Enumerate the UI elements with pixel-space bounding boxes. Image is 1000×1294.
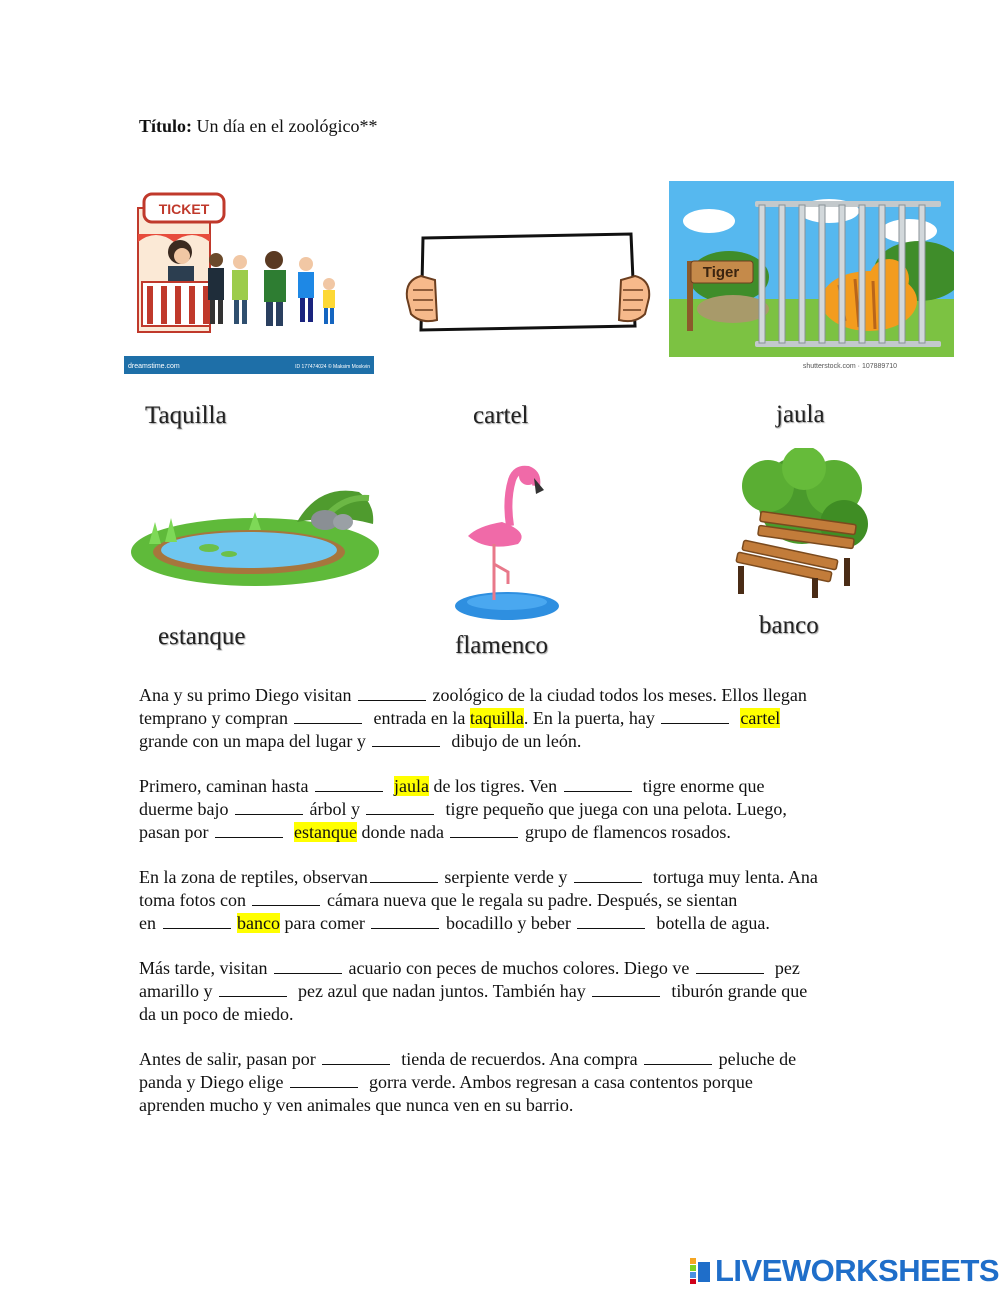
text-segment: Ana y su primo Diego visitan xyxy=(139,685,356,705)
answer-blank[interactable] xyxy=(450,822,518,838)
text-segment: pasan por xyxy=(139,822,213,842)
highlighted-word: taquilla xyxy=(469,708,524,728)
text-segment: grupo de flamencos rosados. xyxy=(520,822,731,842)
answer-blank[interactable] xyxy=(644,1049,712,1065)
answer-blank[interactable] xyxy=(564,776,632,792)
ticket-sign-text: TICKET xyxy=(158,201,210,217)
liveworksheets-brand xyxy=(690,1253,999,1289)
paragraph-line xyxy=(139,707,869,730)
answer-blank[interactable] xyxy=(215,822,283,838)
answer-blank[interactable] xyxy=(577,913,645,929)
highlighted-word: jaula xyxy=(393,776,429,796)
text-segment: En la zona de reptiles, observan xyxy=(139,867,368,887)
paragraph-line xyxy=(139,1003,869,1026)
sign-image xyxy=(403,228,653,343)
paragraph-line xyxy=(139,980,869,1003)
text-segment: da un poco de miedo. xyxy=(139,1004,294,1024)
answer-blank[interactable] xyxy=(252,890,320,906)
text-segment: Primero, caminan hasta xyxy=(139,776,313,796)
text-segment: tigre enorme que xyxy=(633,776,765,796)
answer-blank[interactable] xyxy=(358,685,426,701)
answer-blank[interactable] xyxy=(315,776,383,792)
pond-image xyxy=(129,484,381,588)
liveworksheets-wordmark: LIVEWORKSHEETS xyxy=(715,1253,1000,1288)
text-segment: entrada en la xyxy=(364,708,470,728)
flamingo-image xyxy=(450,460,565,625)
paragraph-line xyxy=(139,1071,869,1094)
worksheet-title xyxy=(139,116,377,137)
tiger-sign-text: Tiger xyxy=(702,264,740,281)
paragraph-line xyxy=(139,730,869,753)
text-segment: en xyxy=(139,913,161,933)
text-segment: panda y Diego elige xyxy=(139,1072,288,1092)
answer-blank[interactable] xyxy=(163,913,231,929)
liveworksheets-logo-icon xyxy=(690,1258,712,1284)
text-segment: temprano y compran xyxy=(139,708,293,728)
text-segment: serpiente verde y xyxy=(439,867,572,887)
paragraph xyxy=(139,684,869,753)
title-label: Título: xyxy=(139,116,193,136)
answer-blank[interactable] xyxy=(294,708,362,724)
paragraph-line xyxy=(139,798,869,821)
answer-blank[interactable] xyxy=(371,913,439,929)
caption-taquilla: Taquilla xyxy=(145,402,227,429)
text-segment: Antes de salir, pasan por xyxy=(139,1049,321,1069)
paragraph-line xyxy=(139,821,869,844)
caption-banco: banco xyxy=(759,612,819,639)
text-segment xyxy=(731,708,740,728)
paragraph-line xyxy=(139,684,869,707)
text-segment: donde nada xyxy=(356,822,449,842)
answer-blank[interactable] xyxy=(219,981,287,997)
paragraph xyxy=(139,866,869,935)
paragraph-line xyxy=(139,775,869,798)
paragraph-line xyxy=(139,866,869,889)
title-text: Un día en el zoológico** xyxy=(196,116,378,136)
text-segment: cámara nueva que le regala su padre. Después, se sientan xyxy=(322,890,738,910)
paragraph-line xyxy=(139,889,869,912)
answer-blank[interactable] xyxy=(372,731,440,747)
text-segment: amarillo y xyxy=(139,981,217,1001)
text-segment: bocadillo y beber xyxy=(441,913,576,933)
caption-estanque: estanque xyxy=(158,623,246,650)
paragraph-line xyxy=(139,957,869,980)
text-segment: tienda de recuerdos. Ana compra xyxy=(392,1049,643,1069)
highlighted-word: cartel xyxy=(740,708,781,728)
ticket-image-credit: dreamstime.com xyxy=(128,363,180,370)
answer-blank[interactable] xyxy=(661,708,729,724)
text-segment: zoológico de la ciudad todos los meses. Ellos llegan xyxy=(427,685,807,705)
paragraph-line xyxy=(139,912,869,935)
text-segment xyxy=(385,776,394,796)
highlighted-word: banco xyxy=(237,913,280,933)
caption-flamenco: flamenco xyxy=(455,632,549,659)
answer-blank[interactable] xyxy=(696,958,764,974)
story-text xyxy=(139,684,869,1139)
text-segment: tigre pequeño que juega con una pelota. Luego, xyxy=(436,799,787,819)
text-segment: aprenden mucho y ven animales que nunca ven en su barrio. xyxy=(139,1095,574,1115)
caption-jaula: jaula xyxy=(776,401,825,428)
answer-blank[interactable] xyxy=(592,981,660,997)
text-segment: de los tigres. Ven xyxy=(428,776,562,796)
ticket-image-id: ID 177474024 © Maksim Moskvin xyxy=(295,364,370,370)
text-segment: gorra verde. Ambos regresan a casa contentos porque xyxy=(359,1072,753,1092)
text-segment xyxy=(285,822,294,842)
text-segment: dibujo de un león. xyxy=(442,731,582,751)
paragraph xyxy=(139,775,869,844)
caption-cartel: cartel xyxy=(473,402,529,429)
text-segment: para comer xyxy=(279,913,370,933)
text-segment: grande con un mapa del lugar y xyxy=(139,731,371,751)
text-segment: pez xyxy=(765,958,800,978)
answer-blank[interactable] xyxy=(235,799,303,815)
text-segment: pez azul que nadan juntos. También hay xyxy=(288,981,591,1001)
paragraph-line xyxy=(139,1048,869,1071)
highlighted-word: estanque xyxy=(293,822,357,842)
text-segment: botella de agua. xyxy=(647,913,770,933)
text-segment: . En la puerta, hay xyxy=(523,708,660,728)
answer-blank[interactable] xyxy=(370,867,438,883)
text-segment: Más tarde, visitan xyxy=(139,958,272,978)
text-segment: acuario con peces de muchos colores. Diego ve xyxy=(343,958,694,978)
bench-image xyxy=(724,448,882,598)
text-segment: tortuga muy lenta. Ana xyxy=(643,867,818,887)
text-segment: peluche de xyxy=(714,1049,797,1069)
cage-image xyxy=(669,181,954,373)
answer-blank[interactable] xyxy=(366,799,434,815)
cage-image-credit: shutterstock.com · 107889710 xyxy=(802,363,897,370)
paragraph xyxy=(139,957,869,1026)
ticket-booth-image xyxy=(124,186,374,374)
paragraph-line xyxy=(139,1094,869,1117)
answer-blank[interactable] xyxy=(290,1072,358,1088)
paragraph xyxy=(139,1048,869,1117)
answer-blank[interactable] xyxy=(274,958,342,974)
text-segment: toma fotos con xyxy=(139,890,251,910)
text-segment: árbol y xyxy=(304,799,365,819)
answer-blank[interactable] xyxy=(322,1049,390,1065)
text-segment: duerme bajo xyxy=(139,799,233,819)
answer-blank[interactable] xyxy=(574,867,642,883)
text-segment: tiburón grande que xyxy=(662,981,808,1001)
